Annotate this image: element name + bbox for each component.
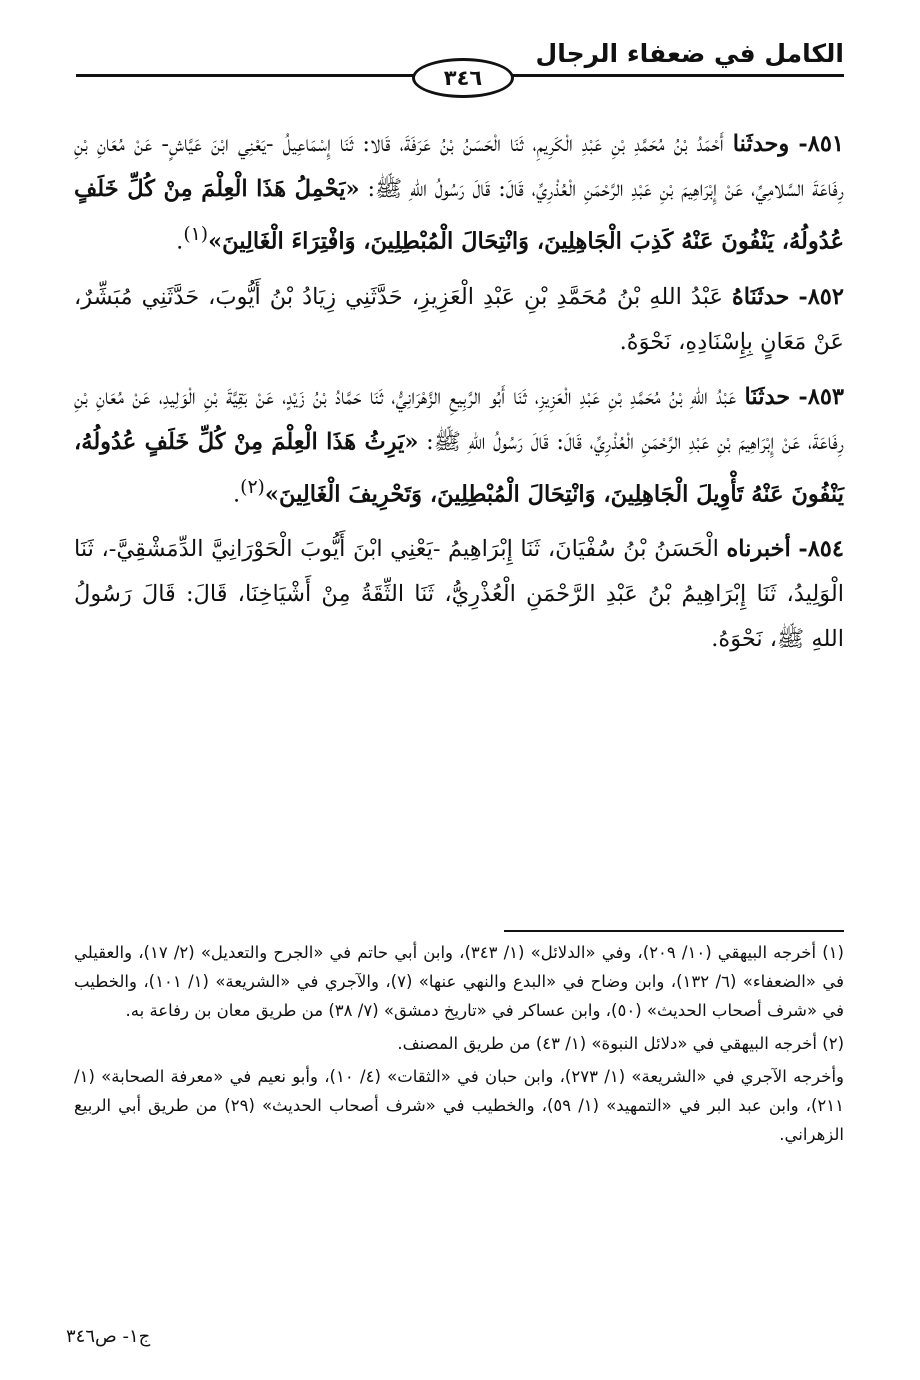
footnote-separator — [504, 930, 844, 932]
entry-text: عَبْدُ اللهِ بْنُ مُحَمَّدِ بْنِ عَبْدِ الْعَزِيزِ، ثَنَا أَبُو الرَّبِيعِ الزَّهْرَانِيُّ، ثَنَا حَمَّادُ بْنُ زَيْدٍ، عَنْ بَقِيَّةَ بْنِ الْوَلِيدِ، عَنْ مُعَانِ بْنِ رِفَاعَةَ، عَنْ إِبْرَاهِيمَ بْنِ عَبْدِ الرَّحْمَنِ الْعُذْرِيِّ، قَالَ: قَالَ رَسُولُ اللهِ ﷺ: — [74, 383, 845, 455]
hadith-entry-854 — [74, 527, 844, 662]
entry-number: ٨٥٣- — [798, 383, 845, 410]
entry-text: عَبْدُ اللهِ بْنُ مُحَمَّدِ بْنِ عَبْدِ الْعَزِيزِ، حَدَّثَنِي زِيَادُ بْنُ أَيُّوبَ، حَدَّثَنِي مُبَشِّرٌ، عَنْ مَعَانٍ بِإِسْنَادِهِ، نَحْوَهُ. — [74, 283, 844, 355]
entry-number: ٨٥٤- — [798, 536, 844, 562]
main-text — [74, 122, 844, 672]
entry-text: الْحَسَنُ بْنُ سُفْيَانَ، ثَنَا إِبْرَاهِيمُ -يَعْنِي ابْنَ أَيُّوبَ الْحَوْرَانِيَّ الدِّمَشْقِيَّ-، ثَنَا الْوَلِيدُ، ثَنَا إِبْرَاهِيمُ بْنُ عَبْدِ الرَّحْمَنِ الْعُذْرِيُّ، ثَنَا الثِّقَةُ مِنْ أَشْيَاخِنَا، قَالَ: قَالَ رَسُولُ اللهِ ﷺ، نَحْوَهُ. — [74, 536, 844, 652]
footnote-2-continuation: وأخرجه الآجري في «الشريعة» (١/ ٢٧٣)، وابن حبان في «الثقات» (٤/ ١٠)، وأبو نعيم في «معرفة الصحابة» (١/ ٢١١)، وابن عبد البر في «التمهيد» (١/ ٥٩)، والخطيب في «شرف أصحاب الحديث» (٢٩) من طريق أبي الربيع الزهراني. — [74, 1067, 845, 1144]
entry-lead: وحدثَنا — [732, 131, 790, 157]
running-header-title: الكامل في ضعفاء الرجال — [535, 39, 844, 68]
footnote-2: (٢) أخرجه البيهقي في «دلائل النبوة» (١/ ٤٣) من طريق المصنف. — [397, 1034, 844, 1053]
hadith-quote: «يَرِثُ هَذَا الْعِلْمَ مِنْ كُلِّ خَلَفٍ عُدُولُهُ، يَنْفُونَ عَنْهُ تَأْوِيلَ الْجَاهِلِينَ، وَانْتِحَالَ الْمُبْطِلِينَ، وَتَحْرِيفَ الْغَالِينَ» — [74, 428, 844, 507]
entry-lead: حدثَنَاهُ — [731, 283, 790, 310]
entry-number: ٨٥١- — [798, 131, 845, 157]
footnote-marker[interactable]: (١) — [183, 224, 209, 245]
page-number-badge — [412, 58, 514, 98]
hadith-quote: «يَحْمِلُ هَذَا الْعِلْمَ مِنْ كُلِّ خَلَفٍ عُدُولُهُ، يَنْفُونَ عَنْهُ كَذِبَ الْجَاهِلِينَ، وَانْتِحَالَ الْمُبْطِلِينَ، وَافْتِرَاءَ الْغَالِينَ» — [74, 176, 844, 255]
footnotes-section — [74, 938, 844, 1153]
entry-lead: حدثَنَا — [744, 383, 791, 410]
entry-text: أَحْمَدُ بْنُ مُحَمَّدِ بْنِ عَبْدِ الْكَرِيمِ، ثَنَا الْحَسَنُ بْنُ عَرَفَةَ، قَالا: ثَنَا إِسْمَاعِيلُ -يَعْنِي ابْنَ عَيَّاشٍ- عَنْ مُعَانِ بْنِ رِفَاعَةَ السَّلامِيِّ، عَنْ إِبْرَاهِيمَ بْنِ عَبْدِ الرَّحْمَنِ الْعُذْرِيِّ، قَالَ: قَالَ رَسُولُ اللهِ ﷺ: — [74, 131, 845, 202]
volume-page-reference: ج١- ص٣٤٦ — [66, 1326, 151, 1347]
entry-lead: أخبرناه — [726, 536, 791, 562]
page-number: ٣٤٦ — [443, 66, 483, 90]
hadith-entry-853 — [74, 375, 844, 518]
entry-end: . — [176, 228, 184, 255]
hadith-entry-851 — [74, 122, 844, 265]
entry-end: . — [232, 481, 241, 507]
footnote-marker[interactable]: (٢) — [240, 476, 265, 498]
hadith-entry-852 — [74, 275, 844, 365]
footnote-1: (١) أخرجه البيهقي (١٠/ ٢٠٩)، وفي «الدلائل» (١/ ٣٤٣)، وابن أبي حاتم في «الجرح والتعديل» (٢/ ١٧)، والعقيلي في «الضعفاء» (٦/ ١٣٢)، وابن وضاح في «البدع والنهي عنها» (٧)، والآجري في «الشريعة» (١/ ١٠١)، والخطيب في «شرف أصحاب الحديث» (٥٠)، وابن عساكر في «تاريخ دمشق» (٧/ ٣٨) من طريق معان بن رفاعة به. — [74, 943, 844, 1020]
entry-number: ٨٥٢- — [798, 283, 844, 310]
